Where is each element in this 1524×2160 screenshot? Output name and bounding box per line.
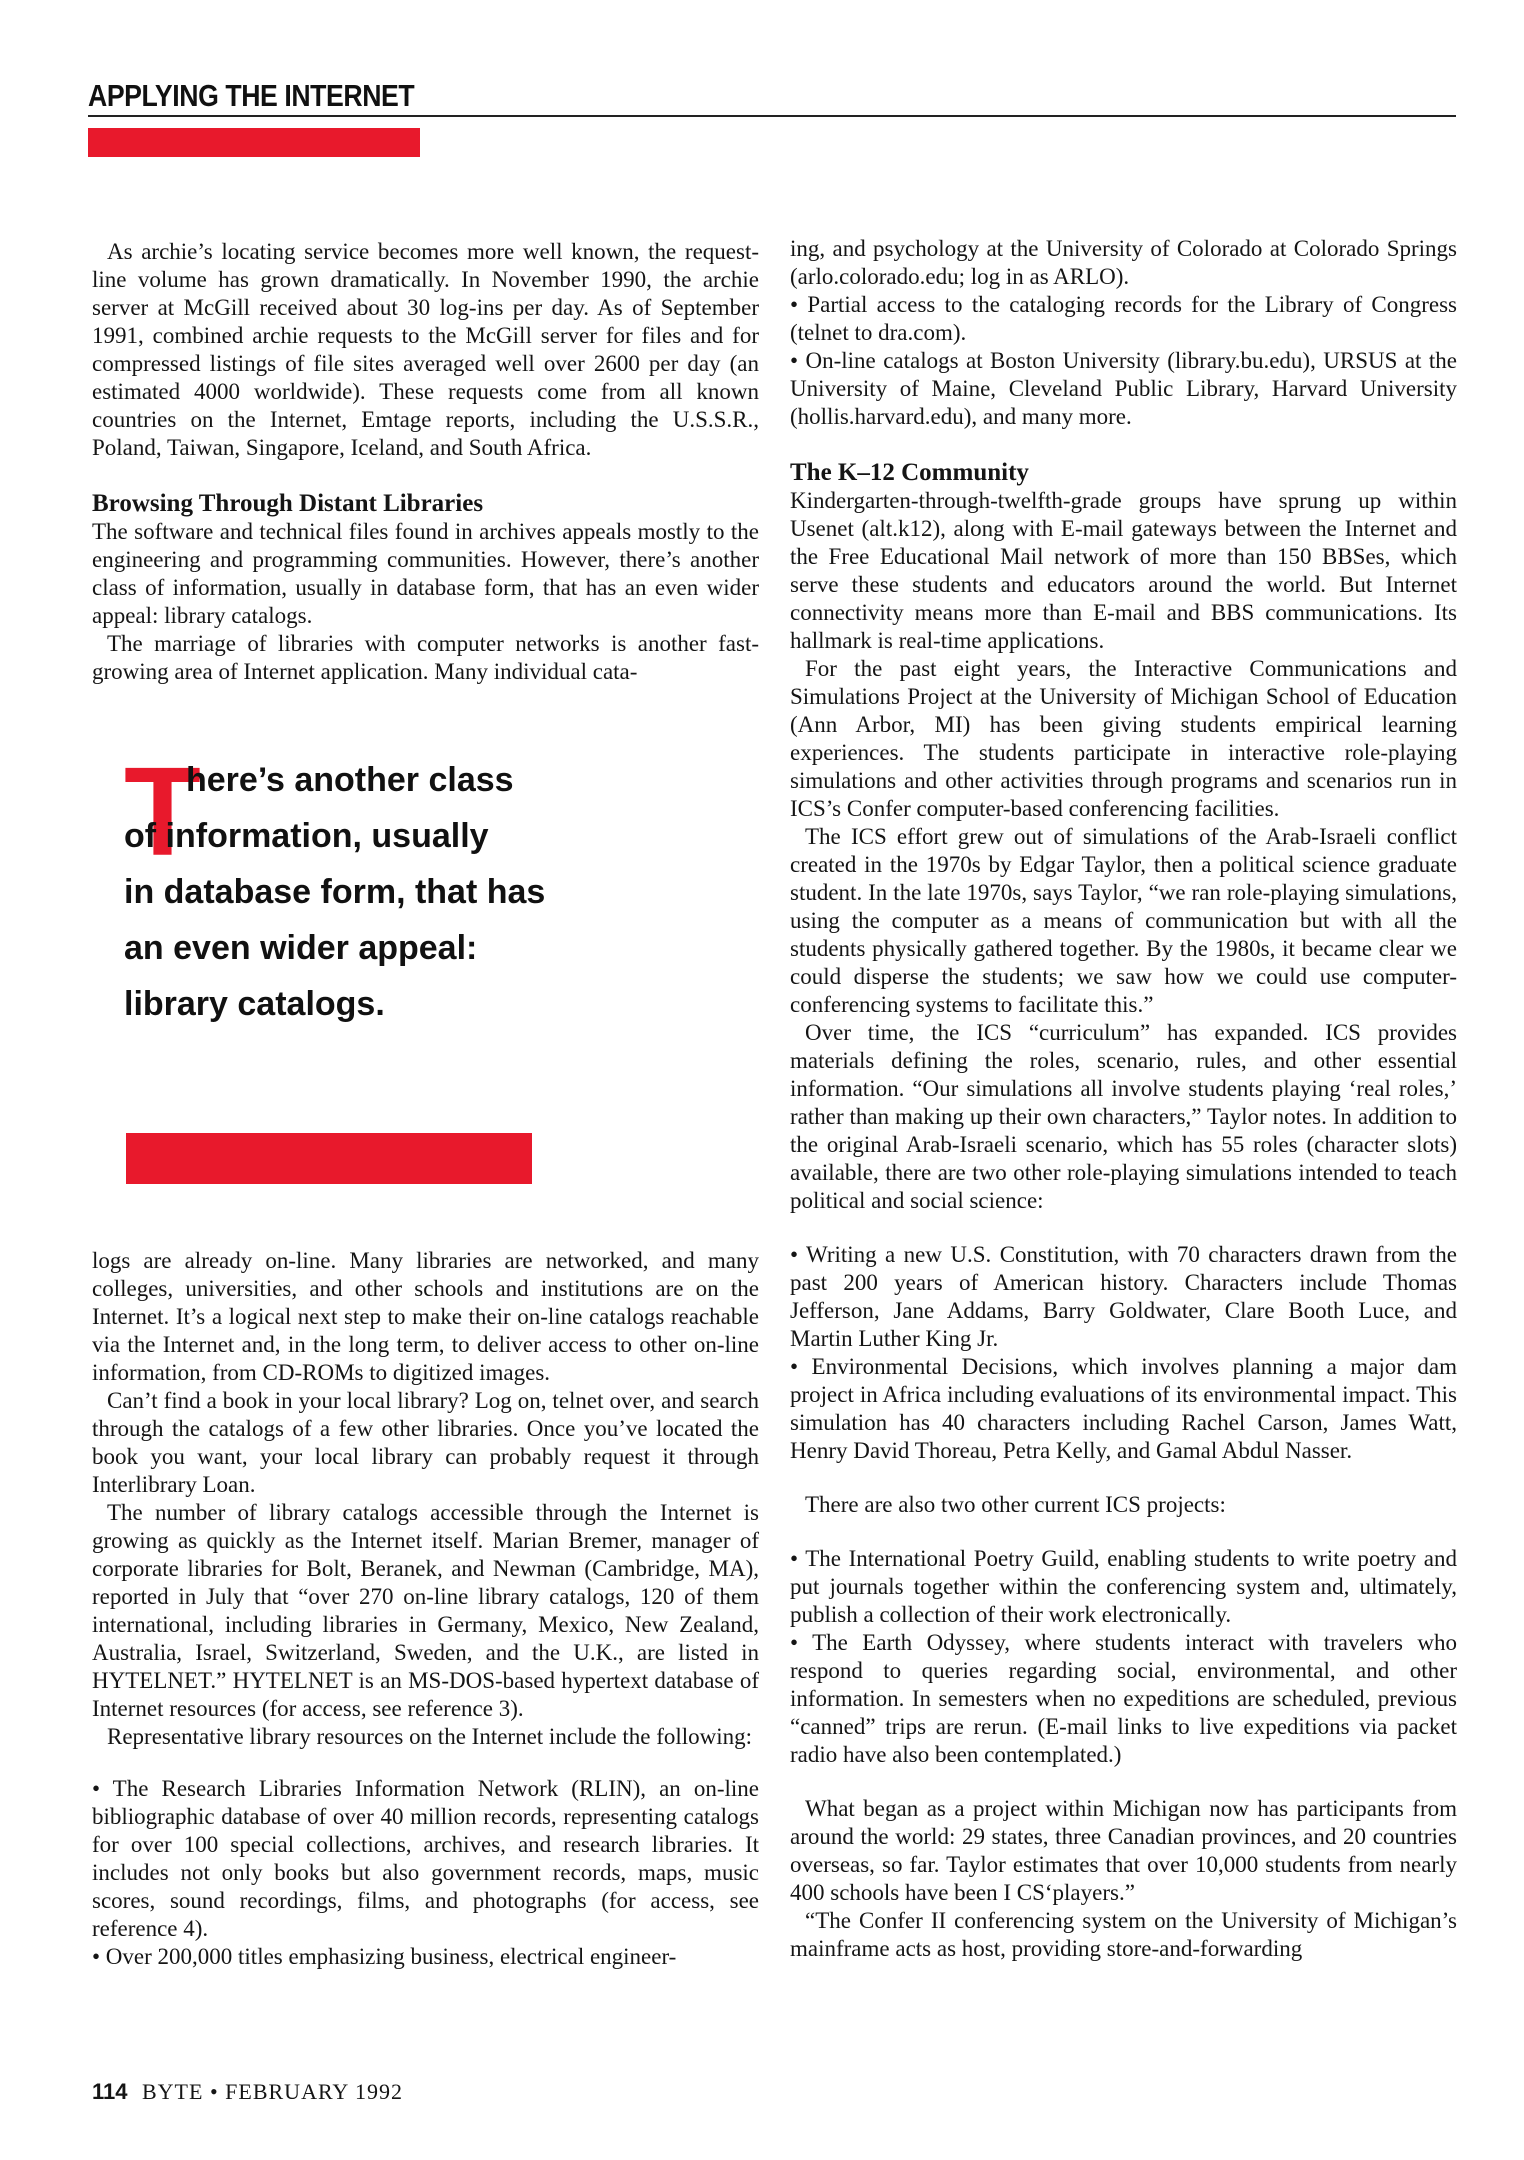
body-paragraph: logs are already on-line. Many libraries are networked, and many colleges, universities, and other schools and institutions are on the Internet. It’s a logical next step to make their on-line catalogs reachable via the Internet and, in the long term, to deliver access to other on-line information, from CD-ROMs to digitized images.	[92, 1248, 759, 1385]
body-paragraph: For the past eight years, the Interactive Communications and Simulations Project at the University of Michigan School of Education (Ann Arbor, MI) has been giving students empirical learning experiences. The students participate in interactive role-playing simulations and other activities through programs and scenarios run in ICS’s Confer computer-based conferencing facilities.	[790, 656, 1457, 821]
bullet-item: • Environmental Decisions, which involves planning a major dam project in Africa including evaluations of its environmental impact. This simulation has 40 characters including Rachel Carson, James Watt, Henry David Thoreau, Petra Kelly, and Gamal Abdul Nasser.	[790, 1354, 1457, 1463]
pullquote-dropcap: T	[124, 741, 201, 882]
issue-date: FEBRUARY 1992	[225, 2079, 403, 2104]
pullquote	[124, 741, 594, 1032]
body-paragraph: Over time, the ICS “curriculum” has expanded. ICS provides materials defining the roles, scenario, rules, and other essential information. “Our simulations all involve students playing ‘real roles,’ rather than making up their own characters,” Taylor notes. In addition to the original Arab-Israeli scenario, which has 55 roles (character slots) available, there are two other role-playing simulations intended to teach political and social science:	[790, 1020, 1457, 1213]
section-heading: APPLYING THE INTERNET	[88, 78, 415, 113]
body-paragraph: “The Confer II conferencing system on the University of Michigan’s mainframe acts as host, providing store-and-forwarding	[790, 1908, 1457, 1961]
body-paragraph: What began as a project within Michigan now has participants from around the world: 29 states, three Canadian provinces, and 20 countries overseas, so far. Taylor estimates that over 10,000 students from nearly 400 schools have been I CS‘players.”	[790, 1796, 1457, 1905]
left-column-top	[92, 238, 759, 686]
body-paragraph: The number of library catalogs accessible through the Internet is growing as quickly as the Internet itself. Marian Bremer, manager of corporate libraries for Bolt, Beranek, and Newman (Cambridge, MA), reported in July that “over 270 on-line library catalogs, 120 of them international, including libraries in Germany, Mexico, New Zealand, Australia, Israel, Switzerland, Sweden, and the U.K., are listed in HYTELNET.” HYTELNET is an MS-DOS-based hypertext database of Internet resources (for access, see reference 3).	[92, 1500, 759, 1721]
bullet-item: • The International Poetry Guild, enabling students to write poetry and put journals together within the conferencing system and, ultimately, publish a collection of their work electronically.	[790, 1546, 1457, 1627]
magazine-name: BYTE	[142, 2079, 204, 2104]
body-paragraph: The ICS effort grew out of simulations of the Arab-Israeli conflict created in the 1970s by Edgar Taylor, then a political science graduate student. In the late 1970s, says Taylor, “we ran role-playing simulations, using the computer as a means of communication but with all the students physically gathered together. By the 1980s, it became clear we could disperse the students; we saw how we could use computer-conferencing systems to facilitate this.”	[790, 824, 1457, 1017]
body-paragraph: ing, and psychology at the University of Colorado at Colorado Springs (arlo.colorado.edu; log in as ARLO).	[790, 236, 1457, 289]
footer-separator: •	[209, 2079, 219, 2104]
body-paragraph: Representative library resources on the Internet include the following:	[107, 1724, 753, 1749]
left-column-bottom	[92, 1247, 759, 1971]
page-number: 114	[92, 2079, 128, 2104]
pullquote-line: an even wider appeal:	[124, 929, 478, 967]
body-paragraph: There are also two other current ICS projects:	[805, 1492, 1226, 1517]
right-column	[790, 235, 1457, 1963]
header-accent-bar	[88, 128, 420, 157]
pullquote-line: library catalogs.	[124, 985, 385, 1023]
pullquote-accent-bar	[126, 1133, 532, 1184]
bullet-item: • Over 200,000 titles emphasizing business, electrical engineer-	[92, 1944, 677, 1969]
bullet-item: • Partial access to the cataloging records for the Library of Congress (telnet to dra.com).	[790, 292, 1457, 345]
bullet-item: • The Research Libraries Information Network (RLIN), an on-line bibliographic database of over 40 million records, representing catalogs for over 100 special collections, archives, and research libraries. It includes not only books but also government records, maps, music scores, sound recordings, films, and photographs (for access, see reference 4).	[92, 1776, 759, 1941]
subheading-libraries: Browsing Through Distant Libraries	[92, 490, 484, 517]
subheading-k12: The K–12 Community	[790, 459, 1029, 486]
bullet-item: • The Earth Odyssey, where students interact with travelers who respond to queries regarding social, environmental, and other information. In semesters when no expeditions are scheduled, previous “canned” trips are rerun. (E-mail links to live expeditions via packet radio have also been contemplated.)	[790, 1630, 1457, 1767]
page-footer	[92, 2079, 403, 2105]
pullquote-line: in database form, that has	[124, 873, 546, 911]
body-paragraph: The software and technical files found in archives appeals mostly to the engineering and programming communities. However, there’s another class of information, usually in database form, that has an even wider appeal: library catalogs.	[92, 519, 759, 628]
bullet-item: • Writing a new U.S. Constitution, with 70 characters drawn from the past 200 years of American history. Characters include Thomas Jefferson, Jane Addams, Barry Goldwater, Clare Booth Luce, and Martin Luther King Jr.	[790, 1242, 1457, 1351]
body-paragraph: Can’t find a book in your local library? Log on, telnet over, and search through the catalogs of a few other libraries. Once you’ve located the book you want, your local library can probably request it through Interlibrary Loan.	[92, 1388, 759, 1497]
pullquote-line: here’s another class	[186, 761, 514, 799]
pullquote-line: of information, usually	[124, 817, 489, 855]
body-paragraph: The marriage of libraries with computer networks is another fast-growing area of Internet application. Many individual cata-	[92, 631, 759, 684]
body-paragraph: Kindergarten-through-twelfth-grade groups have sprung up within Usenet (alt.k12), along with E-mail gateways between the Internet and the Free Educational Mail network of more than 150 BBSes, which serve these students and educators around the world. But Internet connectivity means more than E-mail and BBS communications. Its hallmark is real-time applications.	[790, 488, 1457, 653]
header-rule	[88, 115, 1456, 117]
bullet-item: • On-line catalogs at Boston University (library.bu.edu), URSUS at the University of Maine, Cleveland Public Library, Harvard University (hollis.harvard.edu), and many more.	[790, 348, 1457, 429]
body-paragraph: As archie’s locating service becomes more well known, the request-line volume has grown dramatically. In November 1990, the archie server at McGill received about 30 log-ins per day. As of September 1991, combined archie requests to the McGill server for files and for compressed listings of file sites averaged well over 2600 per day (an estimated 4000 worldwide). These requests come from all known countries on the Internet, Emtage reports, including the U.S.S.R., Poland, Taiwan, Singapore, Iceland, and South Africa.	[92, 239, 759, 460]
